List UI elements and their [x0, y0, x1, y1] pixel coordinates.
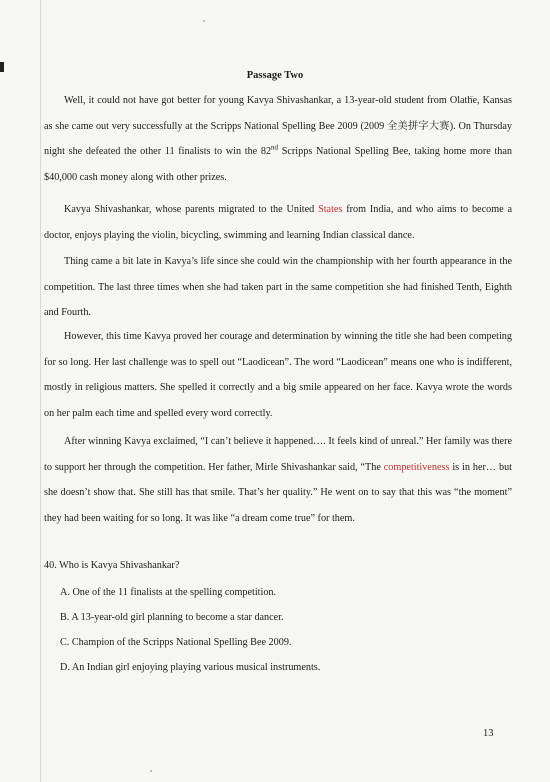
highlighted-word: States: [318, 204, 343, 215]
option-d[interactable]: D. An Indian girl enjoying playing various musical instruments.: [60, 662, 321, 673]
scan-speck: [203, 20, 205, 22]
question-number: 40.: [44, 560, 57, 571]
highlighted-word: competitiveness: [383, 461, 450, 473]
scan-speck: [150, 770, 152, 772]
paragraph-1: Well, it could not have got better for young Kavya Shivashankar, a 13-year-old student from Olathe, Kansas as she came out very successfully at the Scripps National Spelling Bee 2009 (2009 全美拼字大赛). On Thursday night she defeated the other 11 finalists to win the 82nd Scripps National Spelling Bee, taking home more than $40,000 cash money along with other prizes.: [44, 95, 512, 183]
paragraph-2: Kavya Shivashankar, whose parents migrated to the United States from India, and who aims to become a doctor, enjoys playing the violin, bicycling, swimming and learning Indian classical dance.: [44, 204, 512, 241]
option-c[interactable]: C. Champion of the Scripps National Spelling Bee 2009.: [60, 637, 292, 648]
passage-title: Passage Two: [246, 70, 304, 81]
option-b[interactable]: B. A 13-year-old girl planning to become a star dancer.: [60, 612, 284, 623]
page-edge-line: [40, 0, 41, 782]
option-a[interactable]: A. One of the 11 finalists at the spelling competition.: [60, 587, 277, 598]
page-number: 13: [483, 728, 494, 739]
question-text: Who is Kavya Shivashankar?: [59, 560, 180, 571]
paragraph-3: Thing came a bit late in Kavya’s life since she could win the championship with her fourth appearance in the competition. The last three times when she had taken part in the same competition she had finished Tenth, Eighth and Fourth.: [44, 256, 512, 318]
paragraph-5: After winning Kavya exclaimed, “I can’t believe it happened…. It feels kind of unreal.” Her family was there to support her through the competition. Her father, Mirle Shivashankar said, “The competitiveness is in her… but she doesn’t show that. She still has that smile. That’s her quality.” He went on to say that this was “the moment” they had been waiting for so long. It was like “a dream come true” for them.: [44, 436, 512, 524]
paragraph-4: However, this time Kavya proved her courage and determination by winning the title she had been competing for so long. Her last challenge was to spell out “Laodicean”. The word “Laodicean” means one who is indifferent, mostly in religious matters. She spelled it correctly and a big smile appeared on her face. Kavya wrote the words on her palm each time and spelled every word correctly.: [44, 331, 512, 419]
question-stem: [44, 559, 179, 573]
